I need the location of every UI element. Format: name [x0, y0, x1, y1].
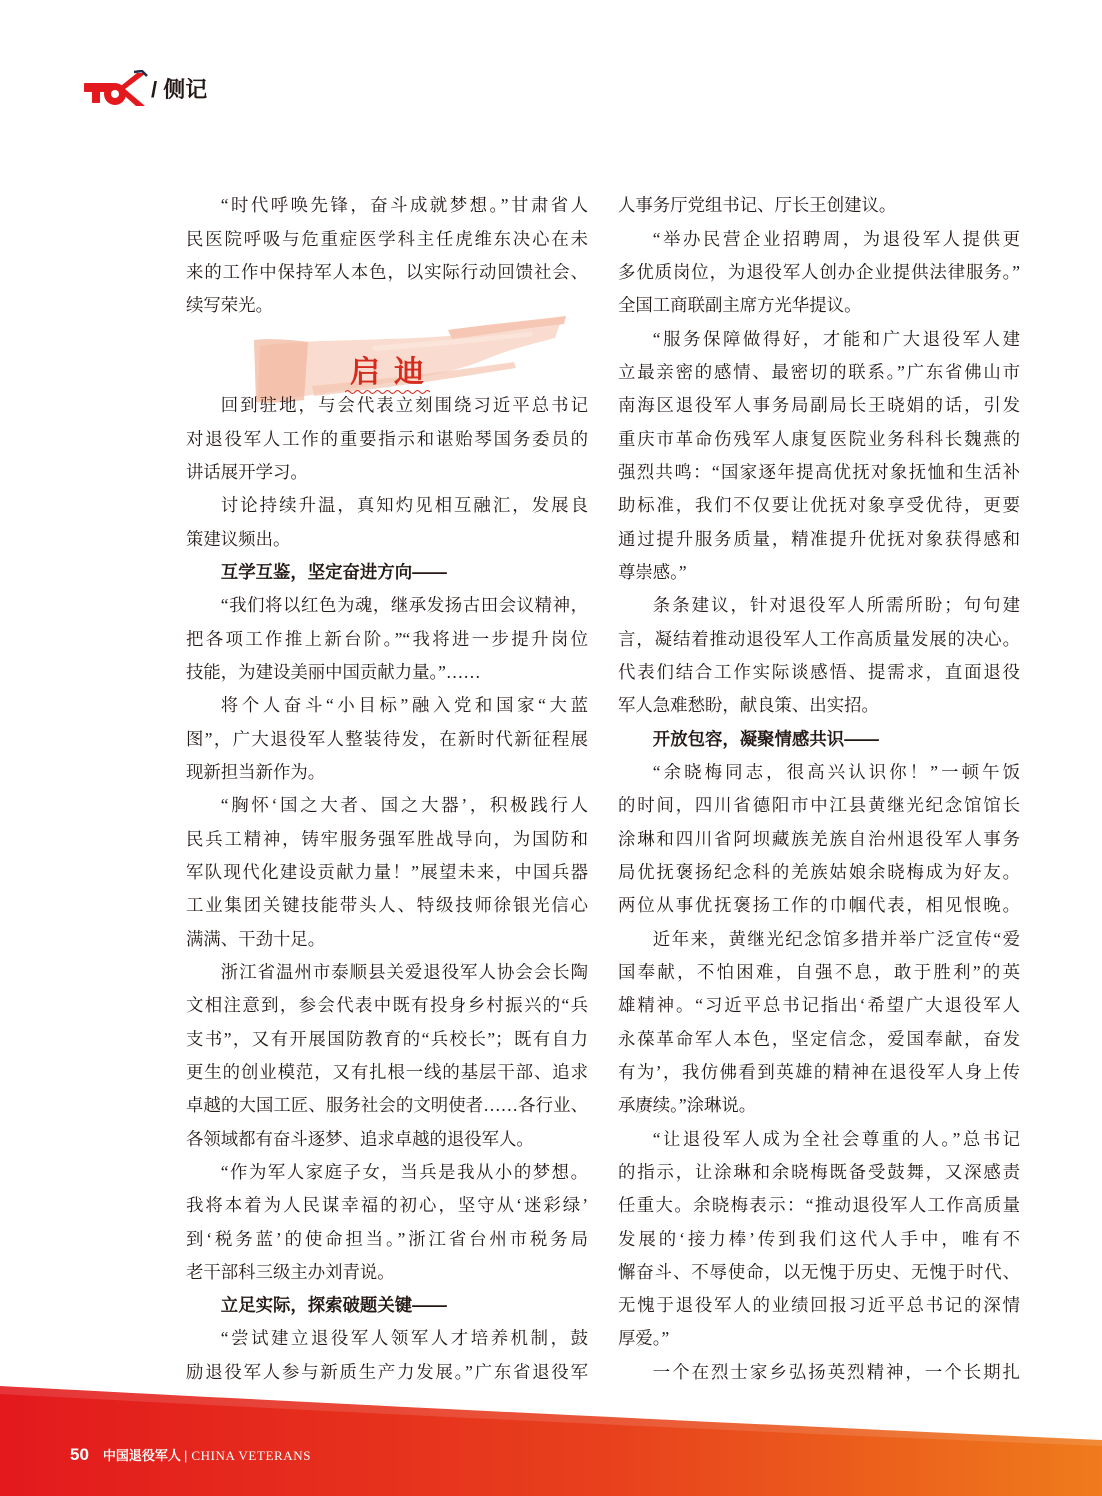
- body-line: “服务保障做得好，才能和广大退役军人建: [652, 328, 1020, 349]
- body-line: 军队现代化建设贡献力量！”展望未来，中国兵器: [186, 861, 588, 882]
- body-line: 无愧于退役军人的业绩回报习近平总书记的深情: [618, 1295, 1020, 1316]
- body-line: 民医院呼吸与危重症医学科主任虎维东决心在未: [186, 228, 588, 249]
- body-line: 重庆市革命伤残军人康复医院业务科科长魏燕的: [618, 428, 1020, 449]
- body-line: 的时间，四川省德阳市中江县黄继光纪念馆馆长: [618, 795, 1020, 816]
- body-line: 卓越的大国工匠、服务社会的文明使者……各行业、: [186, 1095, 588, 1116]
- article-column-left: [186, 189, 588, 1389]
- body-line: 言，凝结着推动退役军人工作高质量发展的决心。: [618, 628, 1020, 649]
- body-line: 两位从事优抚褒扬工作的巾帼代表，相见恨晚。: [618, 895, 1020, 916]
- body-line: 图”，广大退役军人整装待发，在新时代新征程展: [186, 728, 588, 749]
- body-line: 浙江省温州市泰顺县关爱退役军人协会会长陶: [220, 961, 588, 982]
- body-line: 军人急难愁盼，献良策、出实招。: [618, 695, 879, 716]
- body-line: 强烈共鸣：“国家逐年提高优抚对象抚恤和生活补: [618, 461, 1020, 482]
- body-line: 现新担当新作为。: [186, 761, 326, 782]
- footer-separator: |: [183, 1448, 188, 1463]
- body-line: 把各项工作推上新台阶。”“我将进一步提升岗位: [186, 628, 588, 649]
- body-line: 续写荣光。: [186, 295, 273, 316]
- body-line: “作为军人家庭子女，当兵是我从小的梦想。: [220, 1161, 588, 1182]
- subsection-heading: 互学互鉴，坚定奋进方向——: [220, 561, 447, 582]
- body-line: “我们将以红色为魂，继承发扬古田会议精神，: [220, 595, 588, 616]
- body-line: 工业集团关键技能带头人、特级技师徐银光信心: [186, 895, 588, 916]
- subsection-heading: 立足实际，探索破题关键——: [220, 1295, 447, 1316]
- page-footer: [70, 1445, 311, 1465]
- body-line: “余晓梅同志，很高兴认识你！”一顿午饭: [652, 761, 1020, 782]
- body-line: 我将本着为人民谋幸福的初心，坚守从‘迷彩绿’: [186, 1195, 588, 1216]
- body-line: 全国工商联副主席方光华提议。: [618, 295, 862, 316]
- body-line: 一个在烈士家乡弘扬英烈精神，一个长期扎: [652, 1361, 1020, 1382]
- body-line: “举办民营企业招聘周，为退役军人提供更: [652, 228, 1020, 249]
- magazine-name: 中国退役军人: [102, 1448, 181, 1463]
- body-line: 永葆革命军人本色，坚定信念，爱国奉献，奋发: [618, 1028, 1020, 1049]
- body-line: 到‘税务蓝’的使命担当。”浙江省台州市税务局: [186, 1228, 588, 1249]
- body-line: 策建议频出。: [186, 528, 291, 549]
- body-line: 国奉献，不怕困难，自强不息，敢于胜利”的英: [618, 961, 1020, 982]
- body-line: 老干部科三级主办刘青说。: [186, 1261, 395, 1282]
- body-line: 民兵工精神，铸牢服务强军胜战导向，为国防和: [186, 828, 588, 849]
- body-line: 人事务厅党组书记、厅长王创建议。: [618, 195, 897, 216]
- subheading-title: 启迪: [350, 356, 438, 389]
- body-line: 来的工作中保持军人本色，以实际行动回馈社会、: [186, 261, 588, 282]
- body-line: 有为’，我仿佛看到英雄的精神在退役军人身上传: [618, 1061, 1020, 1082]
- body-line: 懈奋斗、不辱使命，以无愧于历史、无愧于时代、: [618, 1261, 1020, 1282]
- body-line: 支书”，又有开展国防教育的“兵校长”；既有自力: [186, 1028, 588, 1049]
- body-line: “让退役军人成为全社会尊重的人。”总书记: [652, 1128, 1020, 1149]
- body-line: 励退役军人参与新质生产力发展。”广东省退役军: [186, 1361, 588, 1382]
- body-line: 讲话展开学习。: [186, 461, 308, 482]
- body-line: “胸怀‘国之大者、国之大器’，积极践行人: [220, 795, 588, 816]
- body-line: 厚爱。”: [618, 1328, 670, 1349]
- body-line: 承赓续。”涂琳说。: [618, 1095, 757, 1116]
- body-line: 任重大。余晓梅表示：“推动退役军人工作高质量: [618, 1195, 1020, 1216]
- body-line: 各领域都有奋斗逐梦、追求卓越的退役军人。: [186, 1128, 534, 1149]
- body-line: 条条建议，针对退役军人所需所盼；句句建: [652, 595, 1020, 616]
- veterans-magazine-logo-icon: [84, 70, 148, 108]
- body-line: 将个人奋斗“小目标”融入党和国家“大蓝: [220, 695, 588, 716]
- body-line: 近年来，黄继光纪念馆多措并举广泛宣传“爱: [652, 928, 1020, 949]
- section-label: / 侧记: [151, 77, 208, 102]
- footer-band: [0, 1380, 1102, 1496]
- body-line: 更生的创业模范，又有扎根一线的基层干部、追求: [186, 1061, 588, 1082]
- body-line: 对退役军人工作的重要指示和谌贻琴国务委员的: [186, 428, 588, 449]
- body-line: 助标准，我们不仅要让优抚对象享受优待，更要: [618, 495, 1020, 516]
- body-line: 通过提升服务质量，精准提升优抚对象获得感和: [618, 528, 1020, 549]
- body-line: 回到驻地，与会代表立刻围绕习近平总书记: [220, 395, 588, 416]
- body-line: “时代呼唤先锋，奋斗成就梦想。”甘肃省人: [220, 195, 588, 216]
- body-line: 立最亲密的感情、最密切的联系。”广东省佛山市: [618, 361, 1020, 382]
- body-line: 文相注意到，参会代表中既有投身乡村振兴的“兵: [186, 995, 588, 1016]
- body-line: 多优质岗位，为退役军人创办企业提供法律服务。”: [618, 261, 1020, 282]
- body-line: “尝试建立退役军人领军人才培养机制，鼓: [220, 1328, 588, 1349]
- body-line: 满满、干劲十足。: [186, 928, 326, 949]
- magazine-name-en: CHINA VETERANS: [191, 1448, 312, 1463]
- article-column-right: [618, 189, 1020, 1389]
- body-line: 的指示，让涂琳和余晓梅既备受鼓舞，又深感责: [618, 1161, 1020, 1182]
- body-line: 发展的‘接力棒’传到我们这代人手中，唯有不: [618, 1228, 1020, 1249]
- page-number: 50: [70, 1445, 89, 1464]
- body-line: 局优抚褒扬纪念科的羌族姑娘余晓梅成为好友。: [618, 861, 1020, 882]
- body-line: 南海区退役军人事务局副局长王晓娟的话，引发: [618, 395, 1020, 416]
- subsection-heading: 开放包容，凝聚情感共识——: [652, 728, 879, 749]
- body-line: 涂琳和四川省阿坝藏族羌族自治州退役军人事务: [618, 828, 1020, 849]
- body-line: 技能，为建设美丽中国贡献力量。”……: [186, 661, 481, 682]
- body-line: 代表们结合工作实际谈感悟、提需求，直面退役: [618, 661, 1020, 682]
- body-line: 雄精神。“习近平总书记指出‘希望广大退役军人: [618, 995, 1020, 1016]
- body-line: 尊崇感。”: [618, 561, 687, 582]
- body-line: 讨论持续升温，真知灼见相互融汇，发展良: [220, 495, 588, 516]
